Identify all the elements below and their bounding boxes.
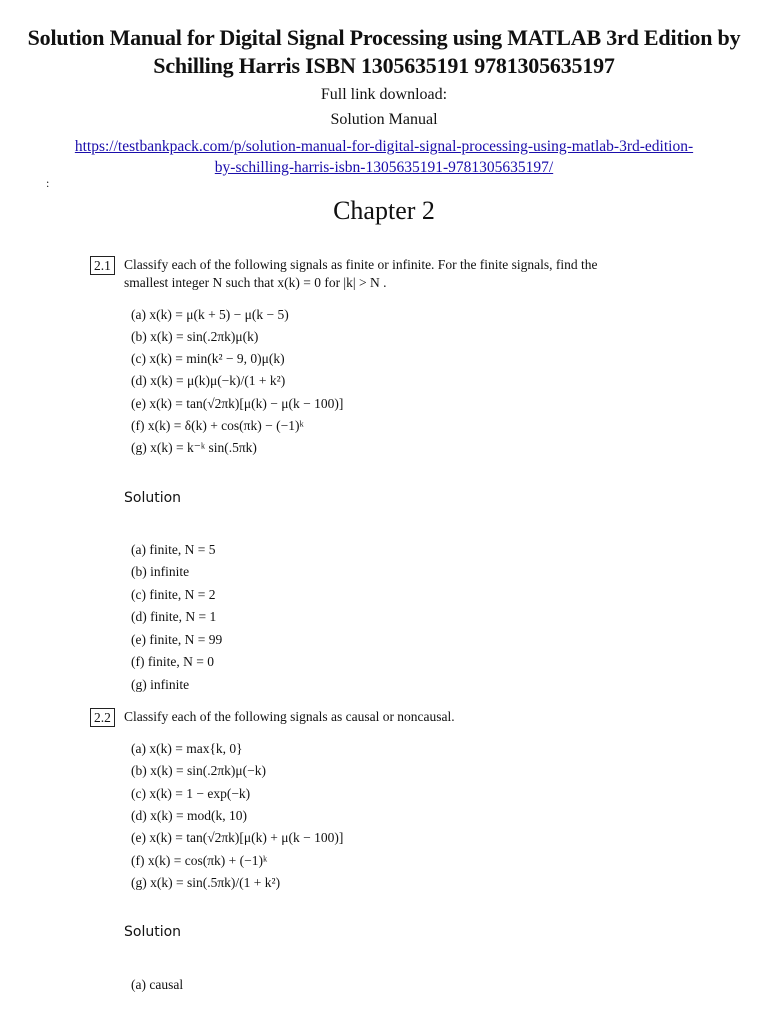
solution-heading: Solution: [124, 924, 182, 940]
answer-item: (e) finite, N = 99: [131, 632, 223, 647]
download-link-line-2[interactable]: by-schilling-harris-isbn-1305635191-9781305635197/: [214, 159, 554, 176]
problem-statement-line-1: Classify each of the following signals as causal or noncausal.: [124, 709, 455, 724]
problem-item: (b) x(k) = sin(.2πk)μ(k): [131, 329, 259, 344]
full-link-label: Full link download:: [320, 86, 448, 103]
problem-item: (d) x(k) = mod(k, 10): [131, 808, 247, 823]
answer-item: (f) finite, N = 0: [131, 654, 214, 669]
problem-number-box: 2.2: [90, 708, 115, 727]
problem-item: (f) x(k) = cos(πk) + (−1)ᵏ: [131, 853, 268, 868]
problem-statement-line-1: Classify each of the following signals as finite or infinite. For the finite signals, find the: [124, 257, 598, 272]
problem-item: (a) x(k) = μ(k + 5) − μ(k − 5): [131, 307, 289, 322]
problem-statement-line-2: smallest integer N such that x(k) = 0 for |k| > N .: [124, 275, 387, 290]
stray-mark: :: [46, 176, 50, 190]
answer-item: (b) infinite: [131, 564, 190, 579]
problem-item: (g) x(k) = sin(.5πk)/(1 + k²): [131, 875, 281, 890]
solution-heading: Solution: [124, 490, 182, 506]
problem-item: (a) x(k) = max{k, 0}: [131, 741, 243, 756]
problem-item: (c) x(k) = 1 − exp(−k): [131, 786, 251, 801]
problem-item: (f) x(k) = δ(k) + cos(πk) − (−1)ᵏ: [131, 418, 304, 433]
problem-item: (d) x(k) = μ(k)μ(−k)/(1 + k²): [131, 373, 286, 388]
problem-item: (e) x(k) = tan(√2πk)[μ(k) + μ(k − 100)]: [131, 830, 344, 845]
problem-item: (g) x(k) = k⁻ᵏ sin(.5πk): [131, 440, 257, 455]
chapter-title: Chapter 2: [333, 196, 435, 225]
problem-item: (b) x(k) = sin(.2πk)μ(−k): [131, 763, 266, 778]
answer-item: (a) causal: [131, 977, 184, 992]
title-line-1: Solution Manual for Digital Signal Processing using MATLAB 3rd Edition by: [27, 25, 741, 50]
solution-manual-label: Solution Manual: [330, 111, 438, 128]
problem-item: (c) x(k) = min(k² − 9, 0)μ(k): [131, 351, 285, 366]
answer-item: (c) finite, N = 2: [131, 587, 216, 602]
title-line-2: Schilling Harris ISBN 1305635191 9781305635197: [153, 53, 615, 78]
answer-item: (d) finite, N = 1: [131, 609, 217, 624]
problem-item: (e) x(k) = tan(√2πk)[μ(k) − μ(k − 100)]: [131, 396, 344, 411]
answer-item: (a) finite, N = 5: [131, 542, 216, 557]
answer-item: (g) infinite: [131, 677, 190, 692]
download-link-line-1[interactable]: https://testbankpack.com/p/solution-manual-for-digital-signal-processing-using-matlab-3rd-edition-: [74, 138, 694, 155]
problem-number-box: 2.1: [90, 256, 115, 275]
